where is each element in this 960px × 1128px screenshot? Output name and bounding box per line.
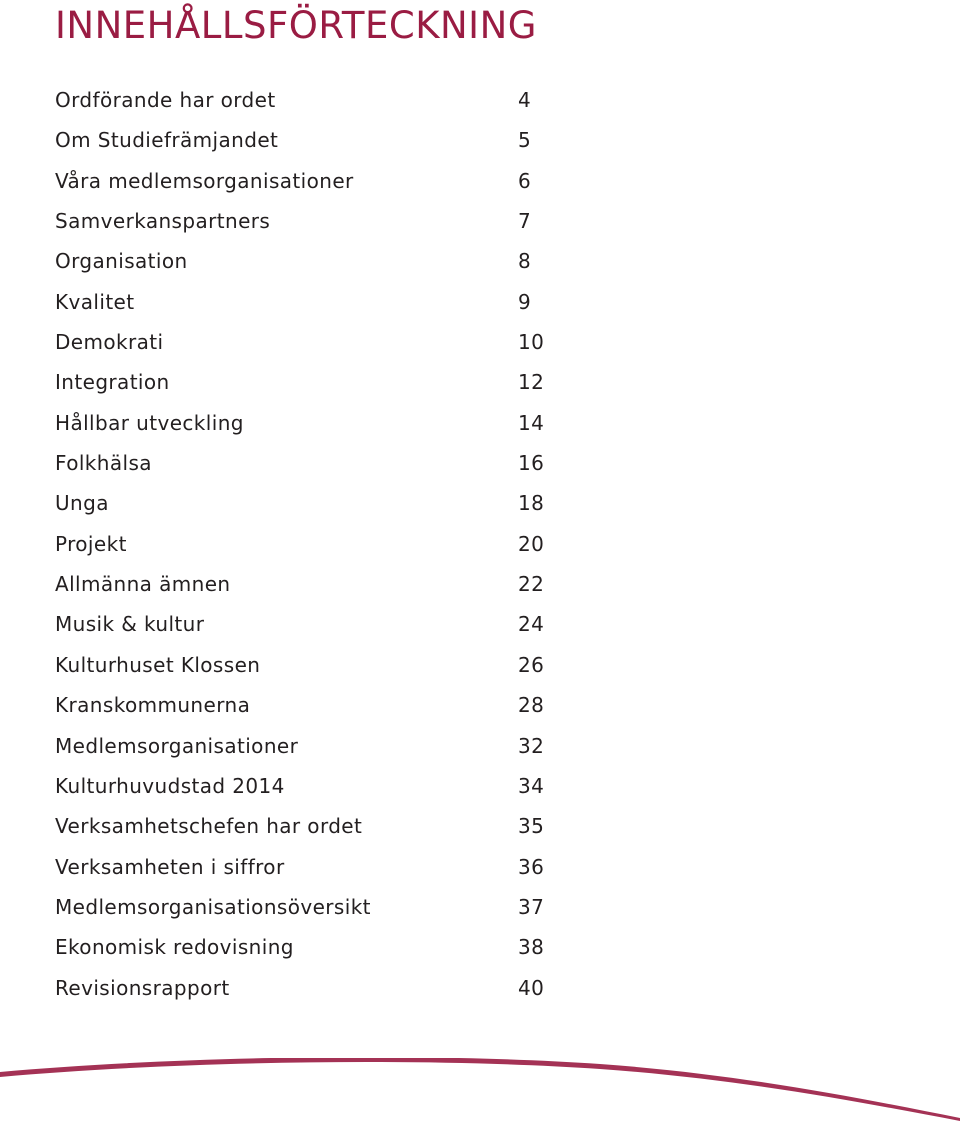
toc-entry-page: 40 (518, 975, 545, 1000)
toc-entry-title: Integration (55, 370, 170, 395)
toc-entry-page: 4 (518, 88, 532, 112)
toc-entry-title: Revisionsrapport (55, 975, 230, 1000)
toc-entry (55, 82, 555, 122)
toc-entry-page: 10 (518, 330, 545, 355)
toc-entry-title: Verksamheten i siffror (55, 854, 285, 879)
toc-entry-title: Kulturhuvudstad 2014 (55, 773, 285, 798)
toc-entry-page: 14 (518, 410, 545, 435)
toc-entry (55, 768, 555, 808)
toc-entry (55, 970, 555, 1010)
toc-entry-title: Om Studiefrämjandet (55, 128, 279, 153)
toc-entry (55, 203, 555, 243)
toc-entry-page: 26 (518, 652, 545, 677)
toc-entry (55, 606, 555, 646)
toc-entry (55, 566, 555, 606)
toc-entry-title: Musik & kultur (55, 612, 205, 637)
toc-entry-title: Medlemsorganisationsöversikt (55, 894, 371, 919)
decorative-swoosh-rule (0, 1058, 960, 1128)
toc-entry (55, 485, 555, 525)
toc-entry-title: Kvalitet (55, 289, 135, 314)
toc-entry-page: 5 (518, 128, 532, 153)
toc-entry-title: Unga (55, 491, 109, 516)
toc-entry (55, 929, 555, 969)
toc-entry (55, 445, 555, 485)
toc-entry-title: Folkhälsa (55, 451, 152, 476)
toc-entry-page: 36 (518, 854, 545, 879)
toc-entry-title: Projekt (55, 531, 127, 556)
toc-entry-title: Medlemsorganisationer (55, 733, 299, 758)
toc-entry-page: 9 (518, 289, 532, 314)
toc-entry-title: Demokrati (55, 330, 164, 355)
toc-entry (55, 647, 555, 687)
toc-entry (55, 808, 555, 848)
toc-entry-page: 8 (518, 249, 532, 274)
toc-entry-page: 24 (518, 612, 545, 637)
toc-entry (55, 243, 555, 283)
toc-entry-page: 12 (518, 370, 545, 395)
toc-entry (55, 122, 555, 162)
toc-entry (55, 405, 555, 445)
toc-entry-page: 38 (518, 935, 545, 960)
toc-entry (55, 728, 555, 768)
toc-entry-page: 6 (518, 168, 532, 193)
toc-entry-title: Samverkanspartners (55, 209, 271, 234)
toc-entry-page: 22 (518, 572, 545, 597)
toc-entry-page: 7 (518, 209, 532, 234)
page-title: INNEHÅLLSFÖRTECKNING (55, 4, 537, 47)
toc-entry-title: Verksamhetschefen har ordet (55, 814, 363, 839)
toc-entry-title: Ekonomisk redovisning (55, 935, 294, 960)
toc-entry-title: Kranskommunerna (55, 693, 251, 718)
toc-entry-page: 16 (518, 451, 545, 476)
toc-entry (55, 284, 555, 324)
toc-entry (55, 849, 555, 889)
toc-entry (55, 163, 555, 203)
swoosh-line (0, 1058, 960, 1121)
toc-entry-title: Våra medlemsorganisationer (55, 168, 354, 193)
toc-entry-page: 35 (518, 814, 545, 839)
toc-entry (55, 526, 555, 566)
toc-entry-page: 20 (518, 531, 545, 556)
toc-entry-title: Ordförande har ordet (55, 88, 276, 112)
toc-entry (55, 364, 555, 404)
toc-entry-page: 18 (518, 491, 545, 516)
toc-entry-page: 37 (518, 894, 545, 919)
toc-entry (55, 324, 555, 364)
toc-entry-title: Allmänna ämnen (55, 572, 231, 597)
toc-entry (55, 687, 555, 727)
toc-entry-title: Kulturhuset Klossen (55, 652, 261, 677)
toc-entry-title: Hållbar utveckling (55, 410, 244, 435)
toc-entry-page: 34 (518, 773, 545, 798)
toc-entry-page: 32 (518, 733, 545, 758)
toc-entry-page: 28 (518, 693, 545, 718)
toc-entry-title: Organisation (55, 249, 188, 274)
toc-entry (55, 889, 555, 929)
table-of-contents (55, 82, 555, 1010)
